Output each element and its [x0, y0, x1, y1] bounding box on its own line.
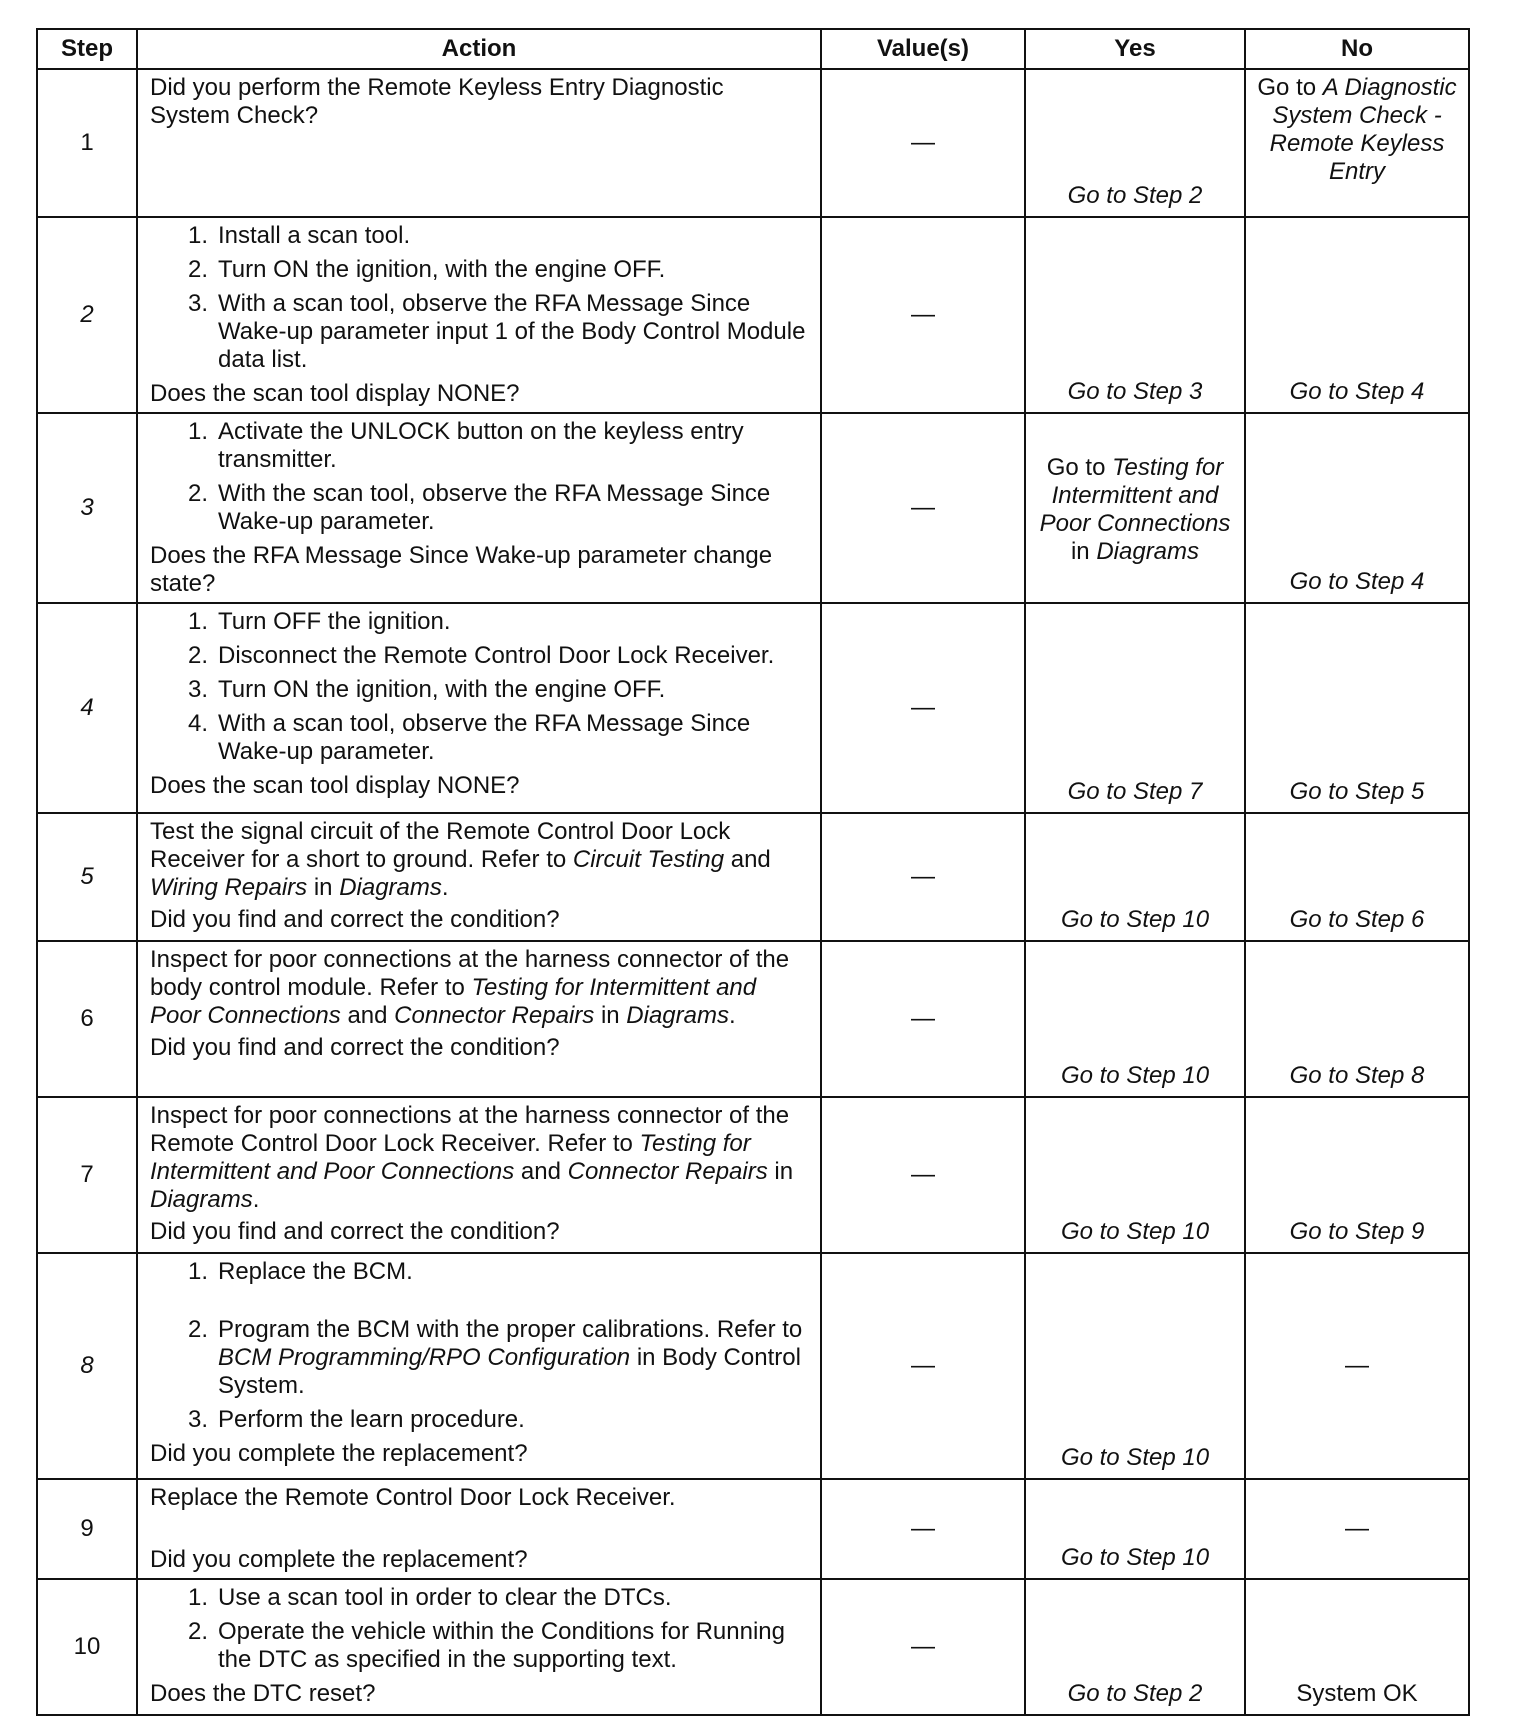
action-text: Replace the Remote Control Door Lock Receiver. [150, 1484, 676, 1511]
step-number: 8 [37, 1253, 137, 1479]
action-steps [150, 222, 810, 374]
yes-cell [1025, 413, 1245, 603]
no-cell: — [1245, 1253, 1469, 1479]
yes-cell: Go to Step 10 [1025, 941, 1245, 1097]
no-link[interactable]: A Diagnostic System Check - Remote Keyless Entry [1269, 74, 1457, 185]
yes-cell: Go to Step 2 [1025, 1579, 1245, 1715]
yes-cell: Go to Step 7 [1025, 603, 1245, 813]
value-cell: — [821, 1097, 1025, 1253]
action-cell [137, 69, 821, 217]
no-cell: Go to Step 4 [1245, 413, 1469, 603]
ref-link[interactable]: Wiring Repairs [150, 874, 308, 901]
action-question: Does the scan tool display NONE? [150, 772, 520, 799]
table-row [37, 69, 1469, 217]
step-number: 5 [37, 813, 137, 941]
step-number: 1 [37, 69, 137, 217]
ref-link[interactable]: Diagrams [626, 1002, 729, 1029]
action-text: Inspect for poor connections at the harness connector of the Remote Control Door Lock Receiver. Refer to Testing for Intermittent and Poor Connections and Connector Repairs in Diagrams. [150, 1102, 794, 1213]
yes-cell: Go to Step 2 [1025, 69, 1245, 217]
list-item: 1. Use a scan tool in order to clear the DTCs. [187, 1584, 672, 1611]
list-item: 1. Replace the BCM. [187, 1258, 413, 1285]
action-question: Did you find and correct the condition? [150, 906, 560, 933]
ref-link[interactable]: Testing for Intermittent and Poor Connections [150, 974, 757, 1029]
action-cell [137, 1579, 821, 1715]
yes-prefix: Go to [1046, 454, 1113, 481]
action-steps [150, 608, 810, 766]
action-question: Did you complete the replacement? [150, 1546, 528, 1573]
action-question: Did you complete the replacement? [150, 1440, 528, 1467]
action-question: Did you find and correct the condition? [150, 1218, 560, 1245]
action-text: Did you perform the Remote Keyless Entry Diagnostic System Check? [150, 74, 724, 129]
action-question: Does the RFA Message Since Wake-up parameter change state? [150, 542, 773, 597]
action-cell [137, 941, 821, 1097]
no-cell: Go to Step 6 [1245, 813, 1469, 941]
header-step: Step [37, 29, 137, 69]
action-steps [150, 418, 810, 536]
value-cell: — [821, 1479, 1025, 1579]
yes-cell: Go to Step 10 [1025, 813, 1245, 941]
no-prefix: Go to [1257, 74, 1323, 101]
action-text: Test the signal circuit of the Remote Control Door Lock Receiver for a short to ground. Refer to Circuit Testing and Wiring Repairs in Diagrams. [150, 818, 771, 901]
table-row [37, 603, 1469, 813]
table-row [37, 813, 1469, 941]
list-item: 3. Perform the learn procedure. [187, 1406, 525, 1433]
ref-link[interactable]: Diagrams [150, 1186, 253, 1213]
step-number: 7 [37, 1097, 137, 1253]
table-row [37, 1097, 1469, 1253]
table-row [37, 1479, 1469, 1579]
list-item: 1. Turn OFF the ignition. [187, 608, 451, 635]
no-cell: Go to Step 4 [1245, 217, 1469, 413]
action-steps [150, 1258, 810, 1434]
table-row [37, 1253, 1469, 1479]
list-item: 3. Turn ON the ignition, with the engine OFF. [187, 676, 666, 703]
header-no: No [1245, 29, 1469, 69]
step-number: 6 [37, 941, 137, 1097]
table-header-row [37, 29, 1469, 69]
list-item: 2. With the scan tool, observe the RFA Message Since Wake-up parameter. [187, 480, 771, 535]
no-cell: — [1245, 1479, 1469, 1579]
action-cell [137, 413, 821, 603]
list-item: 4. With a scan tool, observe the RFA Message Since Wake-up parameter. [187, 710, 751, 765]
yes-mid: in [1070, 538, 1097, 565]
step-number: 10 [37, 1579, 137, 1715]
no-cell: Go to Step 5 [1245, 603, 1469, 813]
action-text: Inspect for poor connections at the harness connector of the body control module. Refer to Testing for Intermittent and Poor Connections and Connector Repairs in Diagrams. [150, 946, 790, 1029]
header-yes: Yes [1025, 29, 1245, 69]
header-values: Value(s) [821, 29, 1025, 69]
no-cell: Go to Step 8 [1245, 941, 1469, 1097]
list-item: 1. Install a scan tool. [187, 222, 411, 249]
value-cell: — [821, 1253, 1025, 1479]
yes-cell: Go to Step 10 [1025, 1253, 1245, 1479]
ref-link[interactable]: Circuit Testing [572, 846, 725, 873]
list-item: 2. Operate the vehicle within the Conditions for Running the DTC as specified in the supporting text. [187, 1618, 785, 1673]
no-cell: System OK [1245, 1579, 1469, 1715]
step-number: 9 [37, 1479, 137, 1579]
value-cell: — [821, 603, 1025, 813]
yes-link[interactable]: Testing for Intermittent and Poor Connections [1039, 454, 1231, 537]
yes-ref[interactable]: Diagrams [1096, 538, 1200, 565]
step-number: 2 [37, 217, 137, 413]
ref-link[interactable]: Testing for Intermittent and Poor Connections [150, 1130, 751, 1185]
action-question: Does the scan tool display NONE? [150, 380, 520, 407]
value-cell: — [821, 813, 1025, 941]
no-cell [1245, 69, 1469, 217]
list-item: 1. Activate the UNLOCK button on the keyless entry transmitter. [187, 418, 744, 473]
table-row [37, 1579, 1469, 1715]
value-cell: — [821, 941, 1025, 1097]
step-number: 3 [37, 413, 137, 603]
list-item: 2. Disconnect the Remote Control Door Lock Receiver. [187, 642, 775, 669]
yes-cell: Go to Step 10 [1025, 1097, 1245, 1253]
value-cell: — [821, 413, 1025, 603]
action-cell [137, 217, 821, 413]
value-cell: — [821, 1579, 1025, 1715]
action-question: Did you find and correct the condition? [150, 1034, 560, 1061]
step-number: 4 [37, 603, 137, 813]
diagnostic-table [36, 28, 1470, 1716]
yes-cell: Go to Step 3 [1025, 217, 1245, 413]
no-cell: Go to Step 9 [1245, 1097, 1469, 1253]
header-action: Action [137, 29, 821, 69]
yes-cell: Go to Step 10 [1025, 1479, 1245, 1579]
ref-link[interactable]: Connector Repairs [567, 1158, 768, 1185]
action-cell [137, 603, 821, 813]
value-cell: — [821, 69, 1025, 217]
list-item: 2. Program the BCM with the proper calibrations. Refer to BCM Programming/RPO Configuration in Body Control System. [187, 1316, 803, 1399]
action-question: Does the DTC reset? [150, 1680, 376, 1707]
action-steps [150, 1584, 810, 1674]
action-cell [137, 1479, 821, 1579]
list-item: 3. With a scan tool, observe the RFA Message Since Wake-up parameter input 1 of the Body Control Module data list. [187, 290, 806, 373]
action-cell [137, 1097, 821, 1253]
action-cell [137, 813, 821, 941]
action-cell [137, 1253, 821, 1479]
list-item: 2. Turn ON the ignition, with the engine OFF. [187, 256, 666, 283]
table-row [37, 941, 1469, 1097]
table-row [37, 413, 1469, 603]
ref-link[interactable]: Diagrams [339, 874, 442, 901]
ref-link[interactable]: BCM Programming/RPO Configuration [218, 1344, 631, 1371]
table-row [37, 217, 1469, 413]
value-cell: — [821, 217, 1025, 413]
ref-link[interactable]: Connector Repairs [394, 1002, 595, 1029]
